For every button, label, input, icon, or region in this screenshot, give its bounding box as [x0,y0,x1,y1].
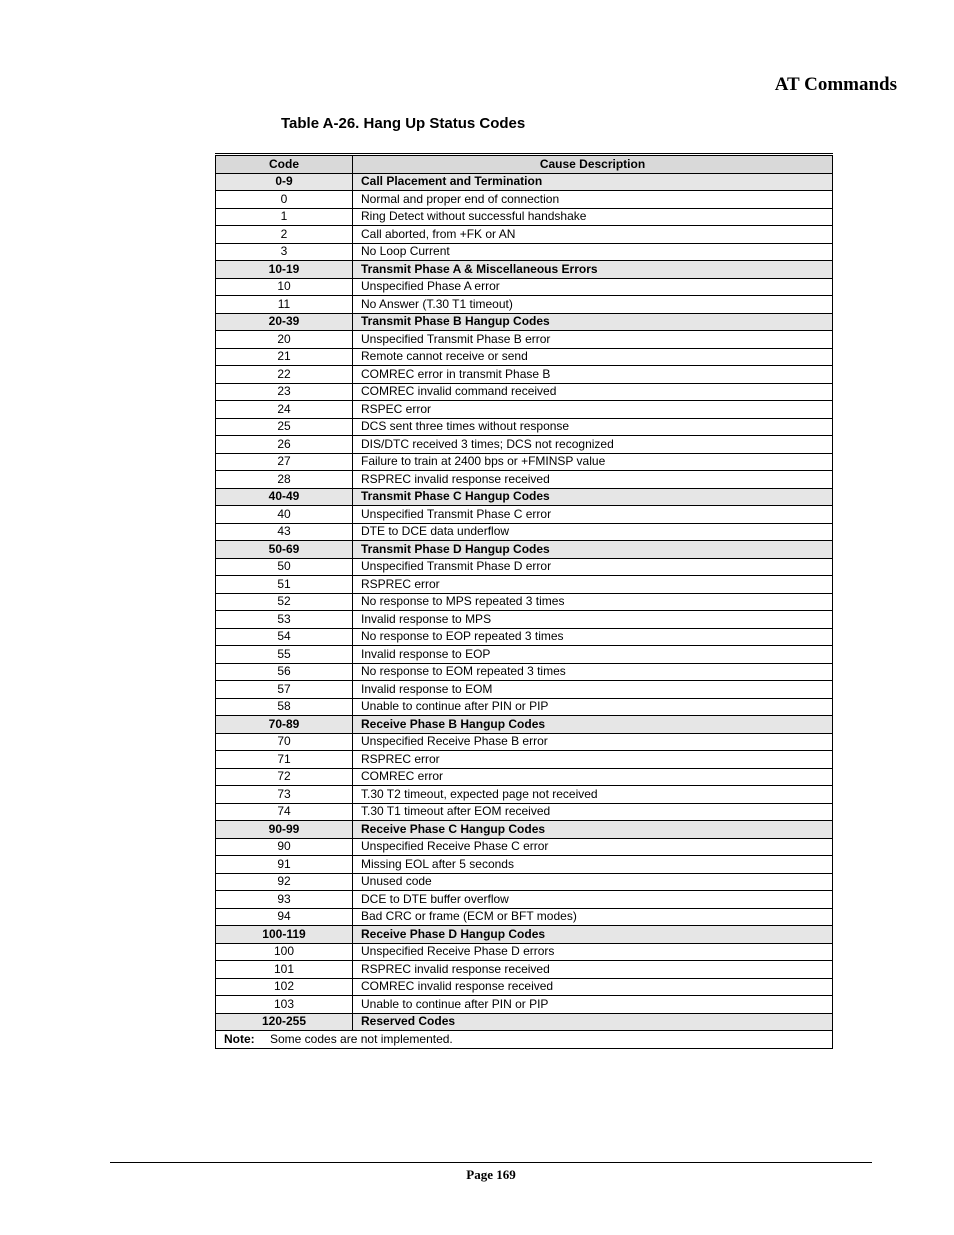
table-row [216,593,833,611]
page-number: Page 169 [466,1167,516,1182]
description-cell: Invalid response to MPS [353,611,833,629]
code-cell: 91 [216,856,353,874]
description-cell: COMREC error [353,768,833,786]
code-cell: 22 [216,366,353,384]
table-row [216,348,833,366]
description-cell: Missing EOL after 5 seconds [353,856,833,874]
code-cell: 71 [216,751,353,769]
description-cell: RSPREC invalid response received [353,471,833,489]
description-cell: T.30 T1 timeout after EOM received [353,803,833,821]
code-cell: 0 [216,191,353,209]
code-cell: 50 [216,558,353,576]
code-cell: 26 [216,436,353,454]
table-group-row [216,313,833,331]
description-cell: Remote cannot receive or send [353,348,833,366]
table-row [216,943,833,961]
table-row [216,663,833,681]
description-cell: Unspecified Transmit Phase C error [353,506,833,524]
footer-rule [110,1162,872,1163]
code-cell: 57 [216,681,353,699]
description-cell: Receive Phase B Hangup Codes [353,716,833,734]
code-cell: 73 [216,786,353,804]
code-cell: 28 [216,471,353,489]
table-row [216,453,833,471]
hang-up-status-codes-table [215,153,833,1049]
code-cell: 103 [216,996,353,1014]
table-row [216,891,833,909]
description-cell: Unspecified Receive Phase C error [353,838,833,856]
description-cell: Unspecified Receive Phase D errors [353,943,833,961]
code-cell: 10-19 [216,261,353,279]
table-row [216,243,833,261]
description-cell: Unspecified Transmit Phase D error [353,558,833,576]
code-cell: 101 [216,961,353,979]
description-cell: Bad CRC or frame (ECM or BFT modes) [353,908,833,926]
code-cell: 20-39 [216,313,353,331]
description-cell: Invalid response to EOM [353,681,833,699]
table-title: Table A-26. Hang Up Status Codes [281,115,526,132]
table-row [216,401,833,419]
code-cell: 10 [216,278,353,296]
table-group-row [216,173,833,191]
table-row [216,611,833,629]
note-text: Some codes are not implemented. [270,1031,453,1046]
table-row [216,471,833,489]
code-cell: 93 [216,891,353,909]
table-row [216,978,833,996]
description-cell: Unspecified Receive Phase B error [353,733,833,751]
description-cell: Receive Phase C Hangup Codes [353,821,833,839]
description-cell: Call aborted, from +FK or AN [353,226,833,244]
description-cell: Receive Phase D Hangup Codes [353,926,833,944]
code-cell: 100-119 [216,926,353,944]
code-cell: 20 [216,331,353,349]
table-row [216,751,833,769]
description-cell: Invalid response to EOP [353,646,833,664]
code-cell: 70-89 [216,716,353,734]
code-cell: 25 [216,418,353,436]
description-cell: Unable to continue after PIN or PIP [353,698,833,716]
description-cell: Failure to train at 2400 bps or +FMINSP value [353,453,833,471]
description-cell: COMREC invalid command received [353,383,833,401]
code-cell: 27 [216,453,353,471]
code-cell: 53 [216,611,353,629]
running-head-title: AT Commands [774,74,897,95]
code-cell: 51 [216,576,353,594]
table-row [216,698,833,716]
description-cell: COMREC error in transmit Phase B [353,366,833,384]
table-row [216,838,833,856]
description-cell: DTE to DCE data underflow [353,523,833,541]
note-label: Note: [224,1031,255,1046]
code-cell: 90 [216,838,353,856]
description-cell: Unspecified Phase A error [353,278,833,296]
code-cell: 24 [216,401,353,419]
code-cell: 54 [216,628,353,646]
description-cell: T.30 T2 timeout, expected page not received [353,786,833,804]
description-cell: DCE to DTE buffer overflow [353,891,833,909]
column-header-cause-description: Cause Description [353,155,833,174]
table-row [216,278,833,296]
code-cell: 3 [216,243,353,261]
table-row [216,768,833,786]
table-row [216,733,833,751]
table-group-row [216,926,833,944]
description-cell: Normal and proper end of connection [353,191,833,209]
table-group-row [216,716,833,734]
description-cell: Unable to continue after PIN or PIP [353,996,833,1014]
table-note-row [216,1031,833,1049]
code-cell: 72 [216,768,353,786]
description-cell: COMREC invalid response received [353,978,833,996]
code-cell: 40 [216,506,353,524]
table-group-row [216,1013,833,1031]
code-cell: 120-255 [216,1013,353,1031]
table-row [216,506,833,524]
code-cell: 23 [216,383,353,401]
code-cell: 74 [216,803,353,821]
description-cell: Transmit Phase C Hangup Codes [353,488,833,506]
code-cell: 50-69 [216,541,353,559]
description-cell: DCS sent three times without response [353,418,833,436]
code-cell: 0-9 [216,173,353,191]
code-cell: 100 [216,943,353,961]
table-row [216,786,833,804]
column-header-code: Code [216,155,353,174]
description-cell: RSPREC error [353,576,833,594]
code-cell: 11 [216,296,353,314]
table-group-row [216,488,833,506]
code-cell: 52 [216,593,353,611]
table-note [216,1031,833,1049]
table-group-row [216,541,833,559]
description-cell: RSPREC error [353,751,833,769]
code-cell: 90-99 [216,821,353,839]
description-cell: Call Placement and Termination [353,173,833,191]
table-row [216,366,833,384]
description-cell: RSPEC error [353,401,833,419]
table-row [216,331,833,349]
table-row [216,856,833,874]
code-cell: 58 [216,698,353,716]
code-cell: 55 [216,646,353,664]
table-row [216,576,833,594]
table-row [216,226,833,244]
table-row [216,996,833,1014]
code-cell: 94 [216,908,353,926]
code-cell: 2 [216,226,353,244]
description-cell: Transmit Phase B Hangup Codes [353,313,833,331]
table-row [216,418,833,436]
table-row [216,208,833,226]
table-group-row [216,261,833,279]
description-cell: No Answer (T.30 T1 timeout) [353,296,833,314]
description-cell: RSPREC invalid response received [353,961,833,979]
table-row [216,383,833,401]
table-row [216,523,833,541]
description-cell: Transmit Phase D Hangup Codes [353,541,833,559]
description-cell: No response to EOP repeated 3 times [353,628,833,646]
description-cell: Ring Detect without successful handshake [353,208,833,226]
code-cell: 70 [216,733,353,751]
description-cell: Reserved Codes [353,1013,833,1031]
code-cell: 1 [216,208,353,226]
code-cell: 56 [216,663,353,681]
table-row [216,558,833,576]
table-row [216,628,833,646]
code-cell: 43 [216,523,353,541]
code-cell: 92 [216,873,353,891]
table-row [216,803,833,821]
table-row [216,908,833,926]
description-cell: Unspecified Transmit Phase B error [353,331,833,349]
table-row [216,191,833,209]
table-row [216,681,833,699]
code-cell: 21 [216,348,353,366]
table-body [216,173,833,1031]
table-row [216,961,833,979]
description-cell: No response to EOM repeated 3 times [353,663,833,681]
description-cell: No response to MPS repeated 3 times [353,593,833,611]
table-row [216,436,833,454]
table-row [216,873,833,891]
description-cell: No Loop Current [353,243,833,261]
description-cell: Unused code [353,873,833,891]
table-group-row [216,821,833,839]
code-cell: 40-49 [216,488,353,506]
code-cell: 102 [216,978,353,996]
table-header-row [216,155,833,174]
table-row [216,646,833,664]
description-cell: Transmit Phase A & Miscellaneous Errors [353,261,833,279]
description-cell: DIS/DTC received 3 times; DCS not recognized [353,436,833,454]
table-row [216,296,833,314]
